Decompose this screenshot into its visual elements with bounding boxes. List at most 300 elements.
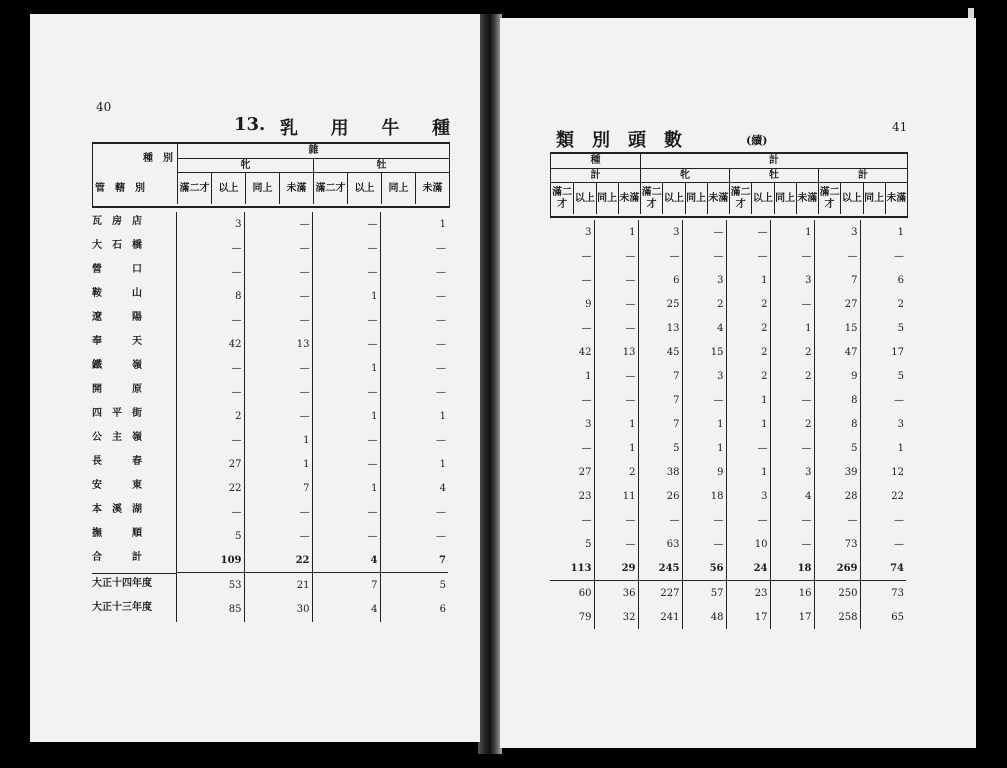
table-cell: 23 — [578, 490, 592, 502]
table-row — [550, 220, 906, 244]
right-page — [500, 18, 976, 748]
table-cell: 5 — [176, 524, 244, 548]
table-row — [550, 316, 906, 340]
table-row — [92, 284, 448, 308]
table-cell: — — [244, 212, 312, 236]
table-cell: — — [244, 524, 312, 548]
data-table-left — [92, 212, 448, 622]
subheader: 同上 — [245, 172, 279, 204]
table-row — [550, 244, 906, 268]
table-cell: — — [581, 442, 592, 454]
table-cell: 2 — [726, 292, 770, 316]
table-cell: — — [594, 532, 638, 556]
table-cell: 4 — [770, 484, 814, 508]
table-cell: 1 — [594, 412, 638, 436]
table-cell: 1 — [380, 452, 448, 476]
table-cell: — — [380, 500, 448, 524]
table-cell: — — [312, 380, 380, 404]
table-cell: — — [770, 508, 814, 532]
row-label: 鞍 山 — [92, 288, 142, 299]
table-cell: — — [244, 236, 312, 260]
table-cell: — — [682, 532, 726, 556]
table-cell: — — [860, 388, 906, 412]
table-cell: 24 — [726, 556, 770, 581]
table-cell: 15 — [682, 340, 726, 364]
row-label: 四 平 街 — [92, 408, 142, 419]
table-cell: — — [726, 244, 770, 268]
table-row — [550, 532, 906, 556]
table-cell: — — [176, 260, 244, 284]
page-title-right: 類 別 頭 數 — [556, 130, 682, 151]
table-row — [550, 484, 906, 508]
prev-year-row — [550, 581, 906, 606]
table-cell: 2 — [726, 316, 770, 340]
table-row — [92, 236, 448, 260]
table-cell: 1 — [860, 436, 906, 460]
table-cell: — — [682, 508, 726, 532]
table-cell: 3 — [585, 418, 592, 430]
table-row — [92, 260, 448, 284]
table-cell: 16 — [770, 581, 814, 606]
table-cell: 1 — [682, 436, 726, 460]
table-cell: — — [312, 500, 380, 524]
table-row — [92, 524, 448, 548]
table-row — [550, 460, 906, 484]
subheader: 同上 — [685, 182, 707, 214]
table-cell: 1 — [244, 452, 312, 476]
table-cell: 17 — [770, 605, 814, 629]
subheader: 以上 — [347, 172, 381, 204]
table-cell: — — [581, 274, 592, 286]
row-label: 撫 順 — [92, 528, 142, 539]
table-cell: — — [380, 428, 448, 452]
table-cell: 4 — [312, 548, 380, 573]
table-cell: 9 — [814, 364, 860, 388]
table-cell: — — [594, 268, 638, 292]
table-cell: — — [312, 428, 380, 452]
table-cell: 3 — [682, 364, 726, 388]
table-cell: 22 — [176, 476, 244, 500]
table-cell: 63 — [638, 532, 682, 556]
table-cell: 12 — [860, 460, 906, 484]
table-cell: — — [594, 292, 638, 316]
subheader: 未滿 — [279, 172, 313, 204]
table-cell: — — [176, 236, 244, 260]
page-title — [280, 114, 450, 140]
table-cell: — — [860, 508, 906, 532]
subheader: 未滿 — [618, 182, 640, 214]
table-cell: 1 — [770, 220, 814, 244]
title-char: 牛 — [381, 118, 400, 139]
table-cell: — — [594, 364, 638, 388]
table-cell: 1 — [244, 428, 312, 452]
table-row — [550, 340, 906, 364]
table-cell: 5 — [380, 573, 448, 598]
table-cell: 10 — [726, 532, 770, 556]
table-cell: — — [814, 508, 860, 532]
table-cell: 2 — [726, 364, 770, 388]
subheader: 未滿 — [707, 182, 729, 214]
table-row — [92, 428, 448, 452]
subgroup-label: 牡 — [729, 168, 818, 182]
table-cell: — — [594, 508, 638, 532]
table-cell: 42 — [176, 332, 244, 356]
table-cell: — — [860, 244, 906, 268]
subheader: 未滿 — [796, 182, 818, 214]
table-cell: 269 — [814, 556, 860, 581]
table-header-right — [550, 152, 908, 218]
table-cell: 2 — [770, 364, 814, 388]
table-cell: 3 — [585, 226, 592, 238]
table-cell: 23 — [726, 581, 770, 606]
table-cell: 258 — [814, 605, 860, 629]
table-cell: 57 — [682, 581, 726, 606]
subheader: 滿二才 — [640, 182, 662, 214]
table-cell: 1 — [380, 212, 448, 236]
table-cell: 11 — [594, 484, 638, 508]
table-cell: 73 — [814, 532, 860, 556]
row-label: 大正十四年度 — [92, 573, 176, 598]
table-cell: 85 — [176, 598, 244, 622]
table-cell: 1 — [726, 388, 770, 412]
page-title-number: 13. — [234, 114, 266, 135]
table-cell: 2 — [770, 412, 814, 436]
table-cell: 13 — [244, 332, 312, 356]
table-cell: — — [638, 508, 682, 532]
table-row — [92, 500, 448, 524]
table-cell: 1 — [726, 412, 770, 436]
table-cell: 1 — [312, 404, 380, 428]
table-cell: 7 — [380, 548, 448, 573]
prev-year-row — [550, 605, 906, 629]
table-cell: — — [244, 284, 312, 308]
table-cell: 17 — [860, 340, 906, 364]
table-row — [92, 308, 448, 332]
row-label: 開 原 — [92, 384, 142, 395]
table-row — [550, 268, 906, 292]
table-cell: 8 — [814, 388, 860, 412]
table-cell: 2 — [770, 340, 814, 364]
table-cell: 27 — [814, 292, 860, 316]
table-cell: — — [312, 236, 380, 260]
table-cell: — — [380, 236, 448, 260]
table-cell: 5 — [638, 436, 682, 460]
table-row — [92, 476, 448, 500]
table-cell: — — [581, 514, 592, 526]
table-cell: 73 — [860, 581, 906, 606]
female-label: 牝 — [177, 158, 313, 172]
table-cell: — — [770, 292, 814, 316]
table-cell: 9 — [585, 298, 592, 310]
corner-label-top: 種 別 — [143, 153, 173, 164]
table-cell: — — [176, 428, 244, 452]
table-cell: 3 — [176, 212, 244, 236]
table-cell: 8 — [814, 412, 860, 436]
table-cell: 3 — [726, 484, 770, 508]
table-cell: 1 — [312, 476, 380, 500]
table-cell: 18 — [682, 484, 726, 508]
row-label: 安 東 — [92, 480, 142, 491]
table-cell: 28 — [814, 484, 860, 508]
table-row — [550, 412, 906, 436]
table-row — [550, 508, 906, 532]
table-cell: 1 — [770, 316, 814, 340]
table-cell: — — [312, 452, 380, 476]
table-cell: — — [312, 332, 380, 356]
data-table-right — [550, 220, 906, 629]
row-label: 長 春 — [92, 456, 142, 467]
table-cell: 1 — [585, 370, 592, 382]
table-cell: 6 — [638, 268, 682, 292]
table-cell: — — [770, 388, 814, 412]
table-cell: 7 — [638, 388, 682, 412]
prev-year-row — [92, 573, 448, 598]
corner-label-bottom: 管 轄 別 — [95, 183, 145, 194]
table-cell: 27 — [176, 452, 244, 476]
table-cell: 2 — [594, 460, 638, 484]
title-suffix: (續) — [746, 134, 768, 147]
subheader: 以上 — [662, 182, 684, 214]
table-cell: 1 — [312, 356, 380, 380]
table-cell: 26 — [638, 484, 682, 508]
table-row — [92, 404, 448, 428]
subheader: 滿二才 — [729, 182, 751, 214]
table-cell: 3 — [860, 412, 906, 436]
table-cell: — — [581, 250, 592, 262]
subheader: 以上 — [211, 172, 245, 204]
table-row — [92, 356, 448, 380]
table-cell: 17 — [726, 605, 770, 629]
row-label: 鐵 嶺 — [92, 360, 142, 371]
table-cell: — — [581, 322, 592, 334]
table-row — [550, 388, 906, 412]
subheader: 未滿 — [885, 182, 907, 214]
table-cell: 22 — [860, 484, 906, 508]
table-cell: 2 — [682, 292, 726, 316]
table-cell: 2 — [176, 404, 244, 428]
table-cell: — — [860, 532, 906, 556]
subheader: 以上 — [573, 182, 595, 214]
table-cell: — — [380, 524, 448, 548]
table-cell: — — [176, 356, 244, 380]
table-cell: 29 — [594, 556, 638, 581]
table-cell: 2 — [860, 292, 906, 316]
table-cell: 7 — [312, 573, 380, 598]
row-label: 營 口 — [92, 264, 142, 275]
table-cell: 3 — [770, 268, 814, 292]
subheader: 同上 — [774, 182, 796, 214]
table-cell: — — [312, 308, 380, 332]
subheader: 同上 — [863, 182, 885, 214]
table-cell: — — [244, 308, 312, 332]
table-row — [92, 452, 448, 476]
book-gutter — [478, 14, 502, 754]
table-cell: 1 — [594, 436, 638, 460]
table-cell: 74 — [860, 556, 906, 581]
table-cell: — — [312, 212, 380, 236]
page-number-right: 41 — [892, 120, 908, 134]
table-cell: 60 — [550, 581, 594, 606]
table-cell: 7 — [244, 476, 312, 500]
table-cell: 15 — [814, 316, 860, 340]
table-cell: 109 — [176, 548, 244, 573]
table-cell: 53 — [176, 573, 244, 598]
row-label: 大正十三年度 — [92, 601, 152, 613]
table-cell: 250 — [814, 581, 860, 606]
table-cell: 5 — [585, 538, 592, 550]
table-cell: — — [814, 244, 860, 268]
table-cell: 32 — [594, 605, 638, 629]
subgroup-label: 計 — [551, 168, 640, 182]
table-cell: — — [380, 356, 448, 380]
table-cell: — — [380, 284, 448, 308]
table-cell: — — [594, 388, 638, 412]
title-char: 乳 — [280, 118, 298, 139]
prev-year-row — [92, 598, 448, 622]
table-cell: — — [581, 394, 592, 406]
table-cell: 8 — [176, 284, 244, 308]
subheader: 滿二才 — [551, 182, 573, 214]
row-label: 瓦 房 店 — [92, 216, 142, 227]
row-label: 公 主 嶺 — [92, 432, 142, 443]
table-cell: 30 — [244, 598, 312, 622]
table-cell: — — [244, 380, 312, 404]
table-cell: — — [312, 524, 380, 548]
table-cell: — — [770, 532, 814, 556]
table-cell: 3 — [814, 220, 860, 244]
row-label: 奉 天 — [92, 336, 142, 347]
table-cell: 4 — [682, 316, 726, 340]
table-cell: 1 — [860, 220, 906, 244]
table-cell: 1 — [380, 404, 448, 428]
table-cell: 25 — [638, 292, 682, 316]
table-cell: 56 — [682, 556, 726, 581]
table-cell: — — [770, 244, 814, 268]
table-cell: — — [380, 308, 448, 332]
table-row — [92, 548, 448, 573]
table-cell: 27 — [578, 466, 592, 478]
table-cell: 13 — [594, 340, 638, 364]
table-cell: — — [380, 332, 448, 356]
table-cell: 1 — [682, 412, 726, 436]
male-label: 牡 — [313, 158, 449, 172]
group-label-right-a: 種 — [590, 155, 601, 166]
table-cell: — — [244, 404, 312, 428]
table-cell: — — [380, 380, 448, 404]
table-cell: 6 — [860, 268, 906, 292]
table-cell: — — [244, 260, 312, 284]
table-cell: 22 — [244, 548, 312, 573]
row-label: 合 計 — [92, 552, 142, 563]
table-cell: — — [594, 244, 638, 268]
table-cell: — — [176, 380, 244, 404]
subheader: 未滿 — [415, 172, 449, 204]
table-cell: 2 — [726, 340, 770, 364]
table-cell: 65 — [860, 605, 906, 629]
table-cell: 241 — [638, 605, 682, 629]
row-label: 本 溪 湖 — [92, 504, 142, 515]
table-cell: — — [726, 220, 770, 244]
title-char: 用 — [330, 118, 349, 139]
table-cell: — — [594, 316, 638, 340]
page-number-left: 40 — [96, 100, 112, 114]
table-cell: 5 — [860, 364, 906, 388]
table-cell: 4 — [312, 598, 380, 622]
table-cell: 5 — [860, 316, 906, 340]
table-row — [550, 364, 906, 388]
table-row — [550, 556, 906, 581]
subgroup-label: 牝 — [640, 168, 729, 182]
table-cell: 48 — [682, 605, 726, 629]
table-cell: 18 — [770, 556, 814, 581]
table-row — [92, 380, 448, 404]
table-cell: 36 — [594, 581, 638, 606]
subheader: 同上 — [596, 182, 618, 214]
table-row — [550, 292, 906, 316]
table-cell: 7 — [638, 364, 682, 388]
table-cell: — — [726, 508, 770, 532]
table-cell: 38 — [638, 460, 682, 484]
table-cell: 45 — [638, 340, 682, 364]
table-cell: 42 — [578, 346, 592, 358]
subgroup-label: 計 — [818, 168, 907, 182]
group-label: 雜 — [177, 144, 449, 158]
table-cell: — — [380, 260, 448, 284]
subheader: 滿二才 — [818, 182, 840, 214]
table-cell: — — [244, 356, 312, 380]
table-cell: 9 — [682, 460, 726, 484]
table-cell: — — [682, 244, 726, 268]
row-label: 大 石 橋 — [92, 240, 142, 251]
table-cell: 113 — [570, 562, 592, 574]
table-cell: 6 — [380, 598, 448, 622]
table-cell: — — [638, 244, 682, 268]
table-cell: — — [726, 436, 770, 460]
table-cell: 4 — [380, 476, 448, 500]
table-cell: 3 — [770, 460, 814, 484]
table-cell: 21 — [244, 573, 312, 598]
table-row — [92, 212, 448, 236]
table-cell: 1 — [594, 220, 638, 244]
table-cell: 79 — [578, 611, 592, 623]
table-cell: 1 — [726, 268, 770, 292]
table-cell: — — [770, 436, 814, 460]
subheader: 同上 — [381, 172, 415, 204]
subheader: 滿二才 — [313, 172, 347, 204]
subheader: 滿二才 — [177, 172, 211, 204]
table-cell: 39 — [814, 460, 860, 484]
table-cell: 7 — [638, 412, 682, 436]
group-label-right-b: 計 — [640, 154, 907, 168]
table-header-left — [92, 142, 450, 208]
table-cell: — — [176, 500, 244, 524]
table-row — [92, 332, 448, 356]
subheader: 以上 — [840, 182, 862, 214]
table-cell: 47 — [814, 340, 860, 364]
table-cell: — — [312, 260, 380, 284]
table-cell: 1 — [312, 284, 380, 308]
subheader: 以上 — [751, 182, 773, 214]
table-cell: 7 — [814, 268, 860, 292]
table-cell: 3 — [682, 268, 726, 292]
table-cell: — — [244, 500, 312, 524]
table-cell: — — [176, 308, 244, 332]
table-cell: 13 — [638, 316, 682, 340]
left-page — [30, 14, 480, 742]
table-cell: — — [682, 220, 726, 244]
table-row — [550, 436, 906, 460]
title-char: 種 — [431, 118, 450, 139]
